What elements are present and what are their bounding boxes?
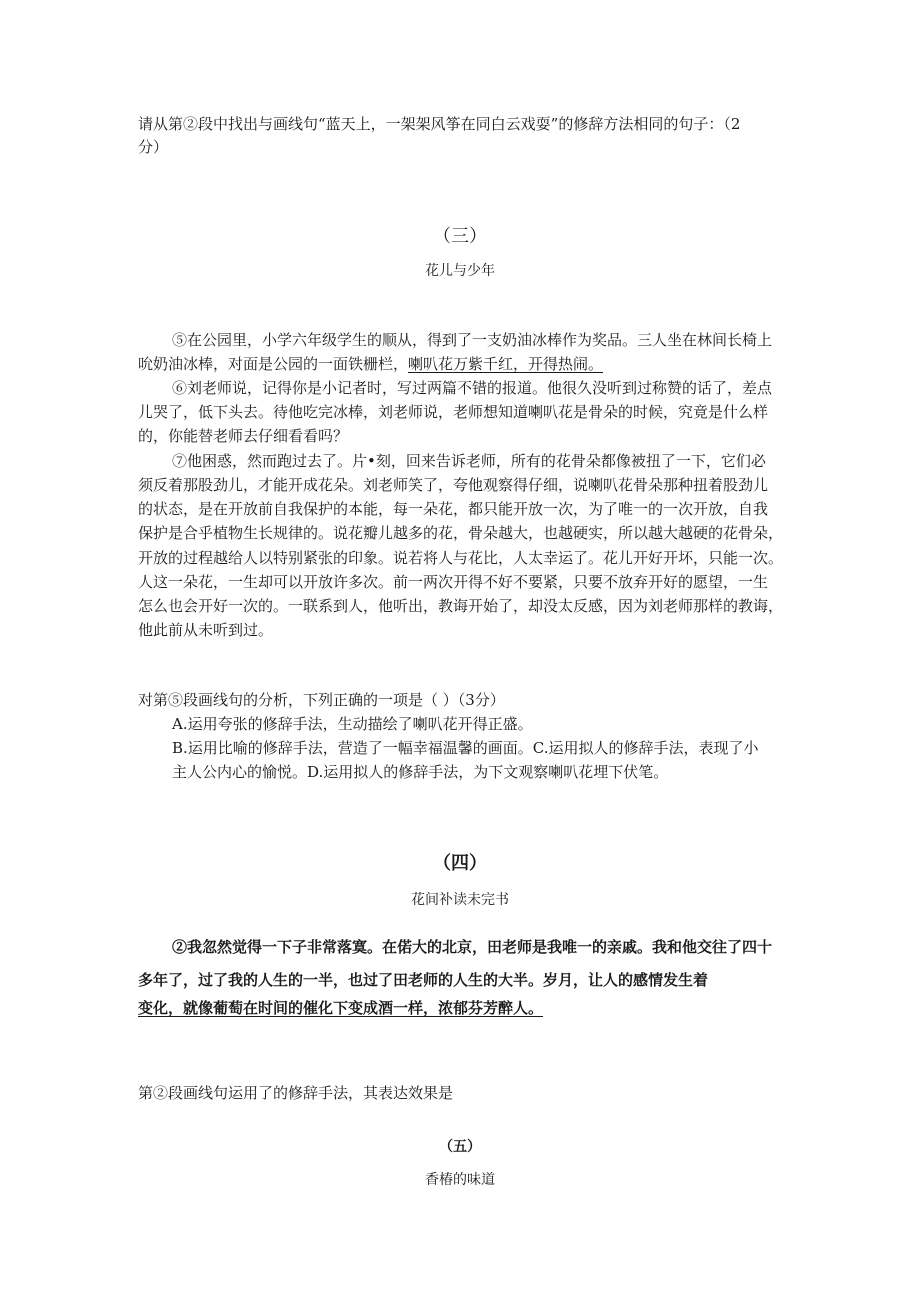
paragraph-7-line8: 他此前从未听到过。 bbox=[138, 621, 274, 639]
section-4-number: （四） bbox=[433, 853, 487, 874]
option-b-c-line1: B.运用比喻的修辞手法，营造了一幅幸福温馨的画面。C.运用拟人的修辞手法，表现了小 bbox=[172, 739, 759, 757]
section-5-number: （五） bbox=[439, 1139, 481, 1155]
paragraph-7-line3: 的状态，是在开放前自我保护的本能，每一朵花，都只能开放一次，为了唯一的一次开放，自我 bbox=[138, 500, 769, 518]
paragraph-7-line7: 怎么也会开好一次的。一联系到人，他听出，教诲开始了，却没太反感，因为刘老师那样的教诲， bbox=[138, 597, 784, 615]
section-4-title: 花间补读未完书 bbox=[411, 892, 509, 908]
paragraph-7-line6: 人这一朵花，一生却可以开放许多次。前一两次开得不好不要紧，只要不放弃开好的愿望，一生 bbox=[138, 573, 769, 591]
option-a: A.运用夸张的修辞手法，生动描绘了喇叭花开得正盛。 bbox=[172, 715, 533, 733]
section-3-number: （三） bbox=[433, 226, 487, 247]
paragraph-6-line3: 的，你能替老师去仔细看看吗？ bbox=[138, 427, 349, 445]
section-3-question: 对第⑤段画线句的分析，下列正确的一项是（ ）（3分） bbox=[138, 691, 505, 709]
paragraph-7-line1: ⑦他困惑，然而跑过去了。片•刻，回来告诉老师，所有的花骨朵都像被扭了一下，它们必 bbox=[172, 452, 766, 470]
paragraph-5-underlined-sentence: 喇叭花万紫千红，开得热闹。 bbox=[408, 355, 604, 373]
paragraph-6-line2: 儿哭了，低下头去。待他吃完冰棒，刘老师说，老师想知道喇叭花是骨朵的时候，究竟是什么样 bbox=[138, 403, 769, 421]
paragraph-5-line1: ⑤在公园里，小学六年级学生的顺从，得到了一支奶油冰棒作为奖品。三人坐在林间长椅上 bbox=[172, 331, 773, 349]
section-5-title: 香椿的味道 bbox=[425, 1172, 495, 1188]
paragraph-7-line4: 保护是合乎植物生长规律的。说花瓣儿越多的花，骨朵越大，也越硬实，所以越大越硬的花骨朵， bbox=[138, 524, 784, 542]
paragraph-2-underlined-sentence: 变化，就像葡萄在时间的催化下变成酒一样，浓郁芬芳醉人。 bbox=[138, 999, 544, 1017]
paragraph-7-line5: 开放的过程越给人以特别紧张的印象。说若将人与花比，人太幸运了。花儿开好开坏，只能一次。 bbox=[138, 549, 784, 567]
paragraph-2-line1: ②我忽然觉得一下子非常落寞。在偌大的北京，田老师是我唯一的亲戚。我和他交往了四十 bbox=[172, 938, 773, 956]
paragraph-5-line2 bbox=[138, 353, 603, 375]
q2-question-line1: 请从第②段中找出与画线句“蓝天上，一架架风筝在同白云戏耍”的修辞方法相同的句子：（2 bbox=[138, 115, 741, 133]
paragraph-5-line2-text: 吮奶油冰棒，对面是公园的一面铁栅栏， bbox=[138, 355, 409, 373]
option-c-d-line2: 主人公内心的愉悦。D.运用拟人的修辞手法，为下文观察喇叭花埋下伏笔。 bbox=[172, 763, 669, 781]
q2-question-line2: 分） bbox=[138, 138, 169, 156]
section-4-question: 第②段画线句运用了的修辞手法，其表达效果是 bbox=[138, 1084, 454, 1102]
paragraph-2-line2: 多年了，过了我的人生的一半，也过了田老师的人生的大半。岁月，让人的感情发生着 bbox=[138, 971, 709, 989]
paragraph-7-line2: 须反着那股劲儿，才能开成花朵。刘老师笑了，夸他观察得仔细，说喇叭花骨朵那种扭着股劲儿 bbox=[138, 476, 769, 494]
section-3-title: 花儿与少年 bbox=[425, 263, 495, 279]
paragraph-6-line1: ⑥刘老师说，记得你是小记者时，写过两篇不错的报道。他很久没听到过称赞的话了，差点 bbox=[172, 379, 773, 397]
